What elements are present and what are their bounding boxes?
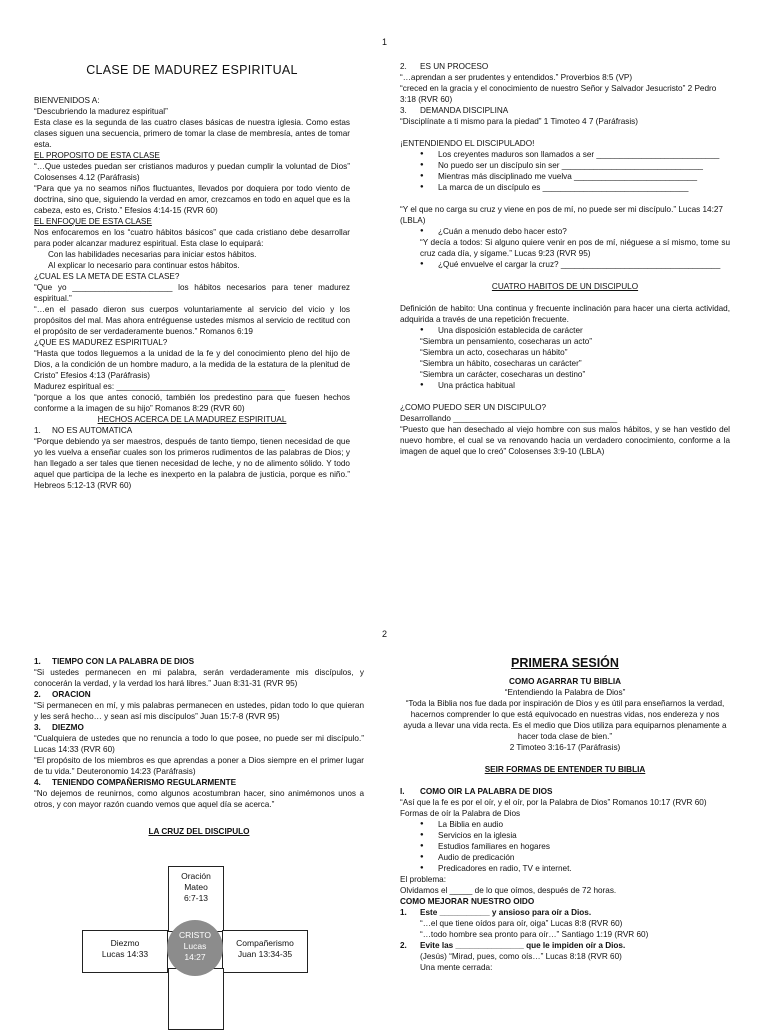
improve-2-quote-2: Una mente cerrada:	[420, 963, 493, 972]
p2-item-1-number: 1.	[34, 657, 41, 666]
section-1-title	[400, 786, 730, 797]
page-number: 2	[382, 629, 388, 639]
item-3-text: “Disciplínate a ti mismo para la piedad” 1 Timoteo 4 7 (Paráfrasis)	[400, 117, 638, 126]
p2-item-3-text-2: “El propósito de los miembros es que aprendas a poner a Dios siempre en el primer lugar de tu vida.” Deuteronomio 14:23 (Paráfrasis)	[34, 756, 364, 776]
madurez-text: “porque a los que antes conoció, también los predestino para que fuesen hechos conforme a la imagen de su hijo” Romanos 8:29 (RVR 60)	[34, 393, 350, 413]
session-subtitle-2: “Entendiendo la Palabra de Dios”	[504, 688, 626, 697]
fact-1-text: “Porque debiendo ya ser maestros, después de tanto tiempo, tienen necesidad de que yo les vuelva a enseñar cuales son los primeros rudimentos de las palabras de Dios; y han llegado a ser tales que tienen necesidad de leche, y no de alimento sólido. Y todo aquel que participa de la leche es inexperto en la palabra de justicia, porque es niño.” Hebreos 5:12-13 (RVR 60)	[34, 437, 350, 490]
habit-quote: “Siembra un hábito, cosecharas un carácter”	[420, 359, 582, 368]
item-3-title	[400, 105, 730, 116]
how-line: Desarrollando ____________________________________	[400, 414, 618, 423]
madurez-line: Madurez espiritual es: _____________________________________	[34, 382, 285, 391]
p2-item-2-title	[34, 689, 364, 700]
focus-heading: EL ENFOQUE DE ESTA CLASE	[34, 217, 152, 226]
list-item: ● Audio de predicación	[400, 852, 730, 863]
problem-label: El problema:	[400, 875, 446, 884]
cross-question-list	[400, 226, 730, 237]
cross-top-ref-1: Mateo	[184, 882, 208, 892]
goal-heading: ¿CUAL ES LA META DE ESTA CLASE?	[34, 272, 180, 281]
habit-quote: “Siembra un acto, cosecharas un hábito”	[420, 348, 568, 357]
how-heading: ¿COMO PUEDO SER UN DISCIPULO?	[400, 403, 547, 412]
page2-right-column	[400, 656, 730, 973]
cross-bottom-box	[168, 968, 224, 1030]
section-1-text: “Así que la fe es por el oír, y el oír, por la Palabra de Dios” Romanos 10:17 (RVR 60)	[400, 798, 707, 807]
p2-item-2-text: “Si permanecen en mí, y mis palabras permanecen en ustedes, pidan todo lo que quieran y les será hecho… y sean así mis discípulos” Juan 15:7-8 (RVR 95)	[34, 701, 364, 721]
item-2-label: ES UN PROCESO	[420, 62, 489, 71]
what-heading: ¿QUE ES MADUREZ ESPIRITUAL?	[34, 338, 168, 347]
list-item: ● Servicios en la iglesia	[400, 830, 730, 841]
fact-1-title	[34, 425, 350, 436]
habit-item-1: ● Una disposición establecida de carácter	[400, 325, 730, 336]
habit-list-2	[400, 380, 730, 391]
cross-text: “Y el que no carga su cruz y viene en pos de mí, no puede ser mi discípulo.” Lucas 14:27 (LBLA)	[400, 205, 723, 225]
p2-item-4-title	[34, 777, 364, 788]
what-text: “Hasta que todos lleguemos a la unidad de la fe y del conocimiento pleno del hijo de Dios, a la condición de un hombre maduro, a la medida de la estatura de la plenitud de Cristo” Efesios 4:13 (Paráfrasis)	[34, 349, 350, 380]
p2-item-2-label: ORACION	[52, 690, 91, 699]
p2-item-2-number: 2.	[34, 690, 41, 699]
discipleship-list	[400, 149, 730, 193]
purpose-heading: EL PROPOSITO DE ESTA CLASE	[34, 151, 160, 160]
habit-list-1	[400, 325, 730, 336]
page-number: 1	[382, 37, 388, 47]
habit-quote: “Siembra un carácter, cosecharas un destino”	[420, 370, 586, 379]
cross-question-list-2	[400, 259, 730, 270]
p2-item-4-number: 4.	[34, 778, 41, 787]
list-item: ● Mientras más disciplinado me vuelva ___________________________	[400, 171, 730, 182]
cross-question-2: ● ¿Qué envuelve el cargar la cruz? ___________________________________	[400, 259, 730, 270]
cross-question-1: ● ¿Cuán a menudo debo hacer esto?	[400, 226, 730, 237]
cross-left-label: Diezmo	[110, 938, 140, 948]
cross-right-ref: Juan 13:34-35	[237, 949, 293, 959]
item-2-number: 2.	[400, 62, 407, 71]
list-item: ● Predicadores en radio, TV e internet.	[400, 863, 730, 874]
p2-item-4-label: TENIENDO COMPAÑERISMO REGULARMENTE	[52, 778, 237, 787]
improve-heading: COMO MEJORAR NUESTRO OIDO	[400, 897, 535, 906]
improve-1-number: 1.	[400, 908, 407, 917]
habit-quote: “Siembra un pensamiento, cosecharas un acto”	[420, 337, 593, 346]
cross-top-label: Oración	[181, 871, 211, 881]
welcome-subtitle: “Descubriendo la madurez espiritual”	[34, 107, 168, 116]
cross-left-box	[82, 930, 168, 973]
fact-1-number: 1.	[34, 426, 41, 435]
item-3-number: 3.	[400, 106, 407, 115]
p2-item-1-text: “Si ustedes permanecen en mi palabra, serán verdaderamente mis discípulos, y conocerán la verdad, y la verdad los hará libres.” Juan 8:31-31 (RVR 95)	[34, 668, 364, 688]
p2-item-1-label: TIEMPO CON LA PALABRA DE DIOS	[52, 657, 195, 666]
list-item: ● La marca de un discípulo es ________________________________	[400, 182, 730, 193]
section-1-forms: Formas de oír la Palabra de Dios	[400, 809, 521, 818]
page-title: CLASE DE MADUREZ ESPIRITUAL	[86, 63, 298, 77]
section-1-label: COMO OIR LA PALABRA DE DIOS	[420, 787, 553, 796]
welcome-label: BIENVENIDOS A:	[34, 96, 100, 105]
page1-right-column	[400, 61, 730, 457]
cross-left-ref: Lucas 14:33	[101, 949, 149, 959]
p2-item-3-text-1: “Cualquiera de ustedes que no renuncia a todo lo que posee, no puede ser mi discípulo.” Lucas 14:33 (RVR 60)	[34, 734, 364, 754]
habit-item-2: ● Una práctica habitual	[400, 380, 730, 391]
focus-item-2: Al explicar lo necesario para continuar estos hábitos.	[48, 261, 240, 270]
purpose-text-1: “…Que ustedes puedan ser cristianos maduros y puedan cumplir la voluntad de Dios” Colosenses 4.12 (Paráfrasis)	[34, 162, 350, 182]
problem-text: Olvidamos el _____ de lo que oímos, después de 72 horas.	[400, 886, 617, 895]
p2-item-3-label: DIEZMO	[52, 723, 84, 732]
p2-item-4-text: “No dejemos de reunirnos, como algunos acostumbran hacer, sino animémonos unos a otros, y con mayor razón cuando vemos que aquel día se acerca.”	[34, 789, 364, 809]
goal-text-2: “…en el pasado dieron sus cuerpos voluntariamente al servicio del vicio y los propósitos del mal. Mas ahora entréguense ustedes mismos al servicio de rectitud con el propósito de ser verdaderamente buenos.” Romanos 6:19	[34, 305, 350, 336]
goal-text-1: “Que yo ______________________ los hábitos necesarios para tener madurez espiritual.”	[34, 283, 350, 303]
list-item: ● La Biblia en audio	[400, 819, 730, 830]
session-quote: “Toda la Biblia nos fue dada por inspiración de Dios y es útil para enseñarnos la verdad, hacernos comprender lo que está equivocado en nuestras vidas, nos endereza y nos ayuda a llevar una vida recta. Es el medio que Dios utiliza para equiparnos plenamente a hacer toda clase de bien.”	[403, 699, 727, 741]
improve-2-number: 2.	[400, 941, 407, 950]
improve-1-text: Este ___________ y ansioso para oír a Dios.	[420, 908, 592, 917]
cross-center-circle	[167, 920, 223, 976]
improve-1	[400, 907, 730, 918]
cross-center-label: CRISTO	[179, 930, 211, 940]
focus-item-1: Con las habilidades necesarias para iniciar estos hábitos.	[48, 250, 257, 259]
list-item: ● No puedo ser un discípulo sin ser _______________________________	[400, 160, 730, 171]
fact-1-label: NO ES AUTOMATICA	[52, 426, 133, 435]
improve-1-quote-2: “…todo hombre sea pronto para oír…” Santiago 1:19 (RVR 60)	[420, 930, 649, 939]
list-item: ● Estudios familiares en hogares	[400, 841, 730, 852]
cross-diagram-heading: LA CRUZ DEL DISCIPULO	[148, 827, 250, 836]
cross-text-2: “Y decía a todos: Si alguno quiere venir en pos de mí, niéguese a sí mismo, tome su cruz cada día, y sígame.” Lucas 9:23 (RVR 95)	[420, 238, 730, 258]
focus-text: Nos enfocaremos en los “cuatro hábitos básicos” que cada cristiano debe desarrollar para poder alcanzar madurez espiritual. Esta clase lo equipará:	[34, 228, 350, 248]
cross-right-box	[222, 930, 308, 973]
list-item: ● Los creyentes maduros son llamados a ser ___________________________	[400, 149, 730, 160]
hearing-forms-list	[400, 819, 730, 874]
p2-item-3-number: 3.	[34, 723, 41, 732]
session-subtitle: COMO AGARRAR TU BIBLIA	[508, 677, 622, 686]
page2-left-column	[34, 656, 364, 837]
habits-heading: CUATRO HABITOS DE UN DISCIPULO	[491, 282, 639, 291]
habit-definition: Definición de habito: Una continua y frecuente inclinación para hacer una cierta actividad, adquirida a través de una repetición frecuente.	[400, 304, 730, 324]
improve-2-quote-1: (Jesús) “Mirad, pues, como oís…” Lucas 8:18 (RVR 60)	[420, 952, 622, 961]
intro-text: Esta clase es la segunda de las cuatro clases básicas de nuestra iglesia. Como estas clases siguen una secuencia, primero de tomar la clase de membresía, antes de tomar esta.	[34, 118, 350, 149]
cross-right-label: Compañerismo	[236, 938, 294, 948]
session-quote-ref: 2 Timoteo 3:16-17 (Paráfrasis)	[509, 743, 621, 752]
item-3-label: DEMANDA DISCIPLINA	[420, 106, 509, 115]
page1-left-column	[34, 63, 350, 491]
forms-heading: SEIR FORMAS DE ENTENDER TU BIBLIA	[484, 765, 646, 774]
discipleship-heading: ¡ENTENDIENDO EL DISCIPULADO!	[400, 139, 535, 148]
improve-2	[400, 940, 730, 951]
session-title: PRIMERA SESIÓN	[511, 656, 619, 670]
improve-2-text: Evite las _______________ que le impiden oír a Dios.	[420, 941, 626, 950]
facts-heading: HECHOS ACERCA DE LA MADUREZ ESPIRITUAL	[97, 415, 287, 424]
how-text: “Puesto que han desechado al viejo hombre con sus malos hábitos, y se han vestido del nuevo hombre, el cual se va renovando hacia un verdadero conocimiento, conforme a la imagen de aquel que lo creó” Colosenses 3:9-10 (LBLA)	[400, 425, 730, 456]
cross-top-ref-2: 6:7-13	[183, 893, 209, 903]
item-2-text-2: “creced en la gracia y el conocimiento de nuestro Señor y Salvador Jesucristo” 2 Pedro 3:18 (RVR 60)	[400, 84, 717, 104]
cross-center-ref-2: 14:27	[184, 952, 206, 962]
p2-item-1-title	[34, 656, 364, 667]
item-2-text-1: “…aprendan a ser prudentes y entendidos.” Proverbios 8:5 (VP)	[400, 73, 633, 82]
section-1-number: I.	[400, 787, 405, 796]
cross-center-ref-1: Lucas	[183, 941, 207, 951]
improve-1-quote-1: “…el que tiene oídos para oír, oiga” Lucas 8:8 (RVR 60)	[420, 919, 623, 928]
p2-item-3-title	[34, 722, 364, 733]
purpose-text-2: “Para que ya no seamos niños fluctuantes, llevados por doquiera por todo viento de doctrina, sino que, siguiendo la verdad en amor, crezcamos en todo en aquel que es la cabeza, esto es, Cristo.” Efesios 4:14-15 (RVR 60)	[34, 184, 350, 215]
item-2-title	[400, 61, 730, 72]
